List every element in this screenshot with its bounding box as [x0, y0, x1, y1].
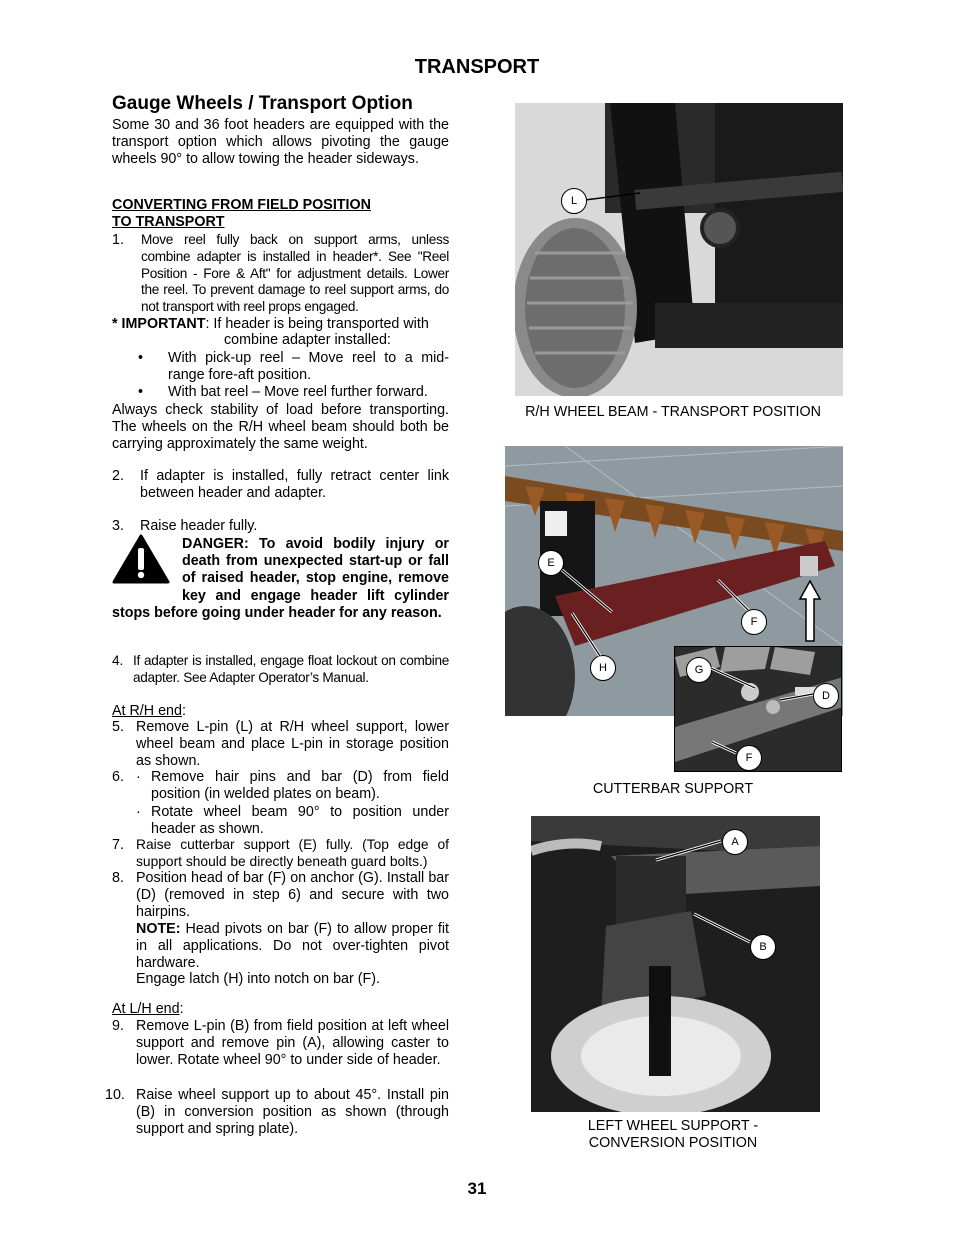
page-title: TRANSPORT — [414, 56, 540, 78]
step-1-number: 1. — [112, 232, 124, 248]
step-8-note: NOTE: Head pivots on bar (F) to allow proper fit in all applications. Do not over-tighten pivot hardware. — [136, 921, 449, 971]
important-text: : If header is being transported with — [205, 316, 429, 332]
step-10-text: Raise wheel support up to about 45°. Install pin (B) in conversion position as shown (through support and spring plate). — [136, 1087, 449, 1137]
page-number: 31 — [467, 1179, 487, 1198]
intro-paragraph: Some 30 and 36 foot headers are equipped with the transport option which allows pivoting the gauge wheels 90° to allow towing the header sideways. — [112, 117, 449, 167]
step-10-number: 10. — [105, 1087, 125, 1103]
step-6a-text: Remove hair pins and bar (D) from field position (in welded plates on beam). — [151, 769, 449, 802]
bullet-2-text: With bat reel – Move reel further forward. — [168, 384, 428, 400]
callout-l: L — [561, 188, 587, 214]
figure-1-caption: R/H WHEEL BEAM - TRANSPORT POSITION — [525, 404, 821, 420]
left-wheel-support-photo — [531, 816, 820, 1112]
subheading-line-2: TO TRANSPORT — [112, 214, 225, 230]
step-6b-text: Rotate wheel beam 90° to position under header as shown. — [151, 804, 449, 837]
step-9-number: 9. — [112, 1018, 124, 1034]
step-3-number: 3. — [112, 518, 124, 534]
step-5-number: 5. — [112, 719, 124, 735]
step-8-text: Position head of bar (F) on anchor (G). Install bar (D) (removed in step 6) and secure with two hairpins. — [136, 870, 449, 920]
step-6a-marker: · — [136, 769, 141, 785]
step-2-number: 2. — [112, 468, 124, 484]
up-arrow-icon — [798, 579, 822, 643]
bullet-2-marker: • — [138, 384, 144, 400]
step-1-text: Move reel fully back on support arms, unless combine adapter is installed in header*. See "Reel Position - Fore & Aft" for adjustment details. Lower the reel. To prevent damage to reel support arms, do not transport with reel props engaged. — [141, 232, 449, 315]
callout-g: G — [686, 657, 712, 683]
section-heading: Gauge Wheels / Transport Option — [112, 93, 413, 114]
step-7-text: Raise cutterbar support (E) fully. (Top edge of support should be directly beneath guard bolts.) — [136, 837, 449, 869]
bullet-1-text: With pick-up reel – Move reel to a mid-range fore-aft position. — [168, 350, 449, 383]
important-text-line-2: combine adapter installed: — [224, 332, 391, 348]
bullet-1-marker: • — [138, 350, 144, 366]
step-8-number: 8. — [112, 870, 124, 886]
callout-h: H — [590, 655, 616, 681]
danger-warning — [112, 536, 449, 622]
subheading-line-1: CONVERTING FROM FIELD POSITION — [112, 197, 371, 213]
important-label: * IMPORTANT — [112, 316, 206, 332]
step-4-number: 4. — [112, 653, 124, 668]
callout-f-lower: F — [736, 745, 762, 771]
step-4-text: If adapter is installed, engage float lockout on combine adapter. See Adapter Operator’s Manual. — [133, 653, 449, 685]
step-8-latch: Engage latch (H) into notch on bar (F). — [136, 971, 380, 987]
figure-3-caption-line-2: CONVERSION POSITION — [588, 1135, 758, 1151]
figure-2-caption: CUTTERBAR SUPPORT — [592, 781, 754, 797]
step-5-text: Remove L-pin (L) at R/H wheel support, lower wheel beam and place L-pin in storage position as shown. — [136, 719, 449, 769]
callout-b: B — [750, 934, 776, 960]
rh-wheel-beam-photo — [515, 103, 843, 396]
callout-d: D — [813, 683, 839, 709]
lh-end-label: At L/H end: — [112, 1001, 184, 1017]
step-6-number: 6. — [112, 769, 124, 785]
step-9-text: Remove L-pin (B) from field position at left wheel support and remove pin (A), allowing caster to lower. Rotate wheel 90° to under side of header. — [136, 1018, 449, 1068]
step-2-text: If adapter is installed, fully retract center link between header and adapter. — [140, 468, 449, 501]
callout-f-upper: F — [741, 609, 767, 635]
step-7-number: 7. — [112, 837, 124, 853]
step-3-text: Raise header fully. — [140, 518, 258, 534]
figure-3-caption-line-1: LEFT WHEEL SUPPORT - — [587, 1118, 759, 1134]
rh-end-label: At R/H end: — [112, 703, 186, 719]
step-6b-marker: · — [136, 804, 141, 820]
callout-e: E — [538, 550, 564, 576]
stability-paragraph: Always check stability of load before transporting. The wheels on the R/H wheel beam should both be carrying approximately the same weight. — [112, 402, 449, 452]
danger-text: DANGER: To avoid bodily injury or death from unexpected start-up or fall of raised header, stop engine, remove key and engage header lift cylinder stops before going under header for any reason. — [112, 536, 449, 621]
callout-a: A — [722, 829, 748, 855]
important-note — [112, 316, 449, 333]
